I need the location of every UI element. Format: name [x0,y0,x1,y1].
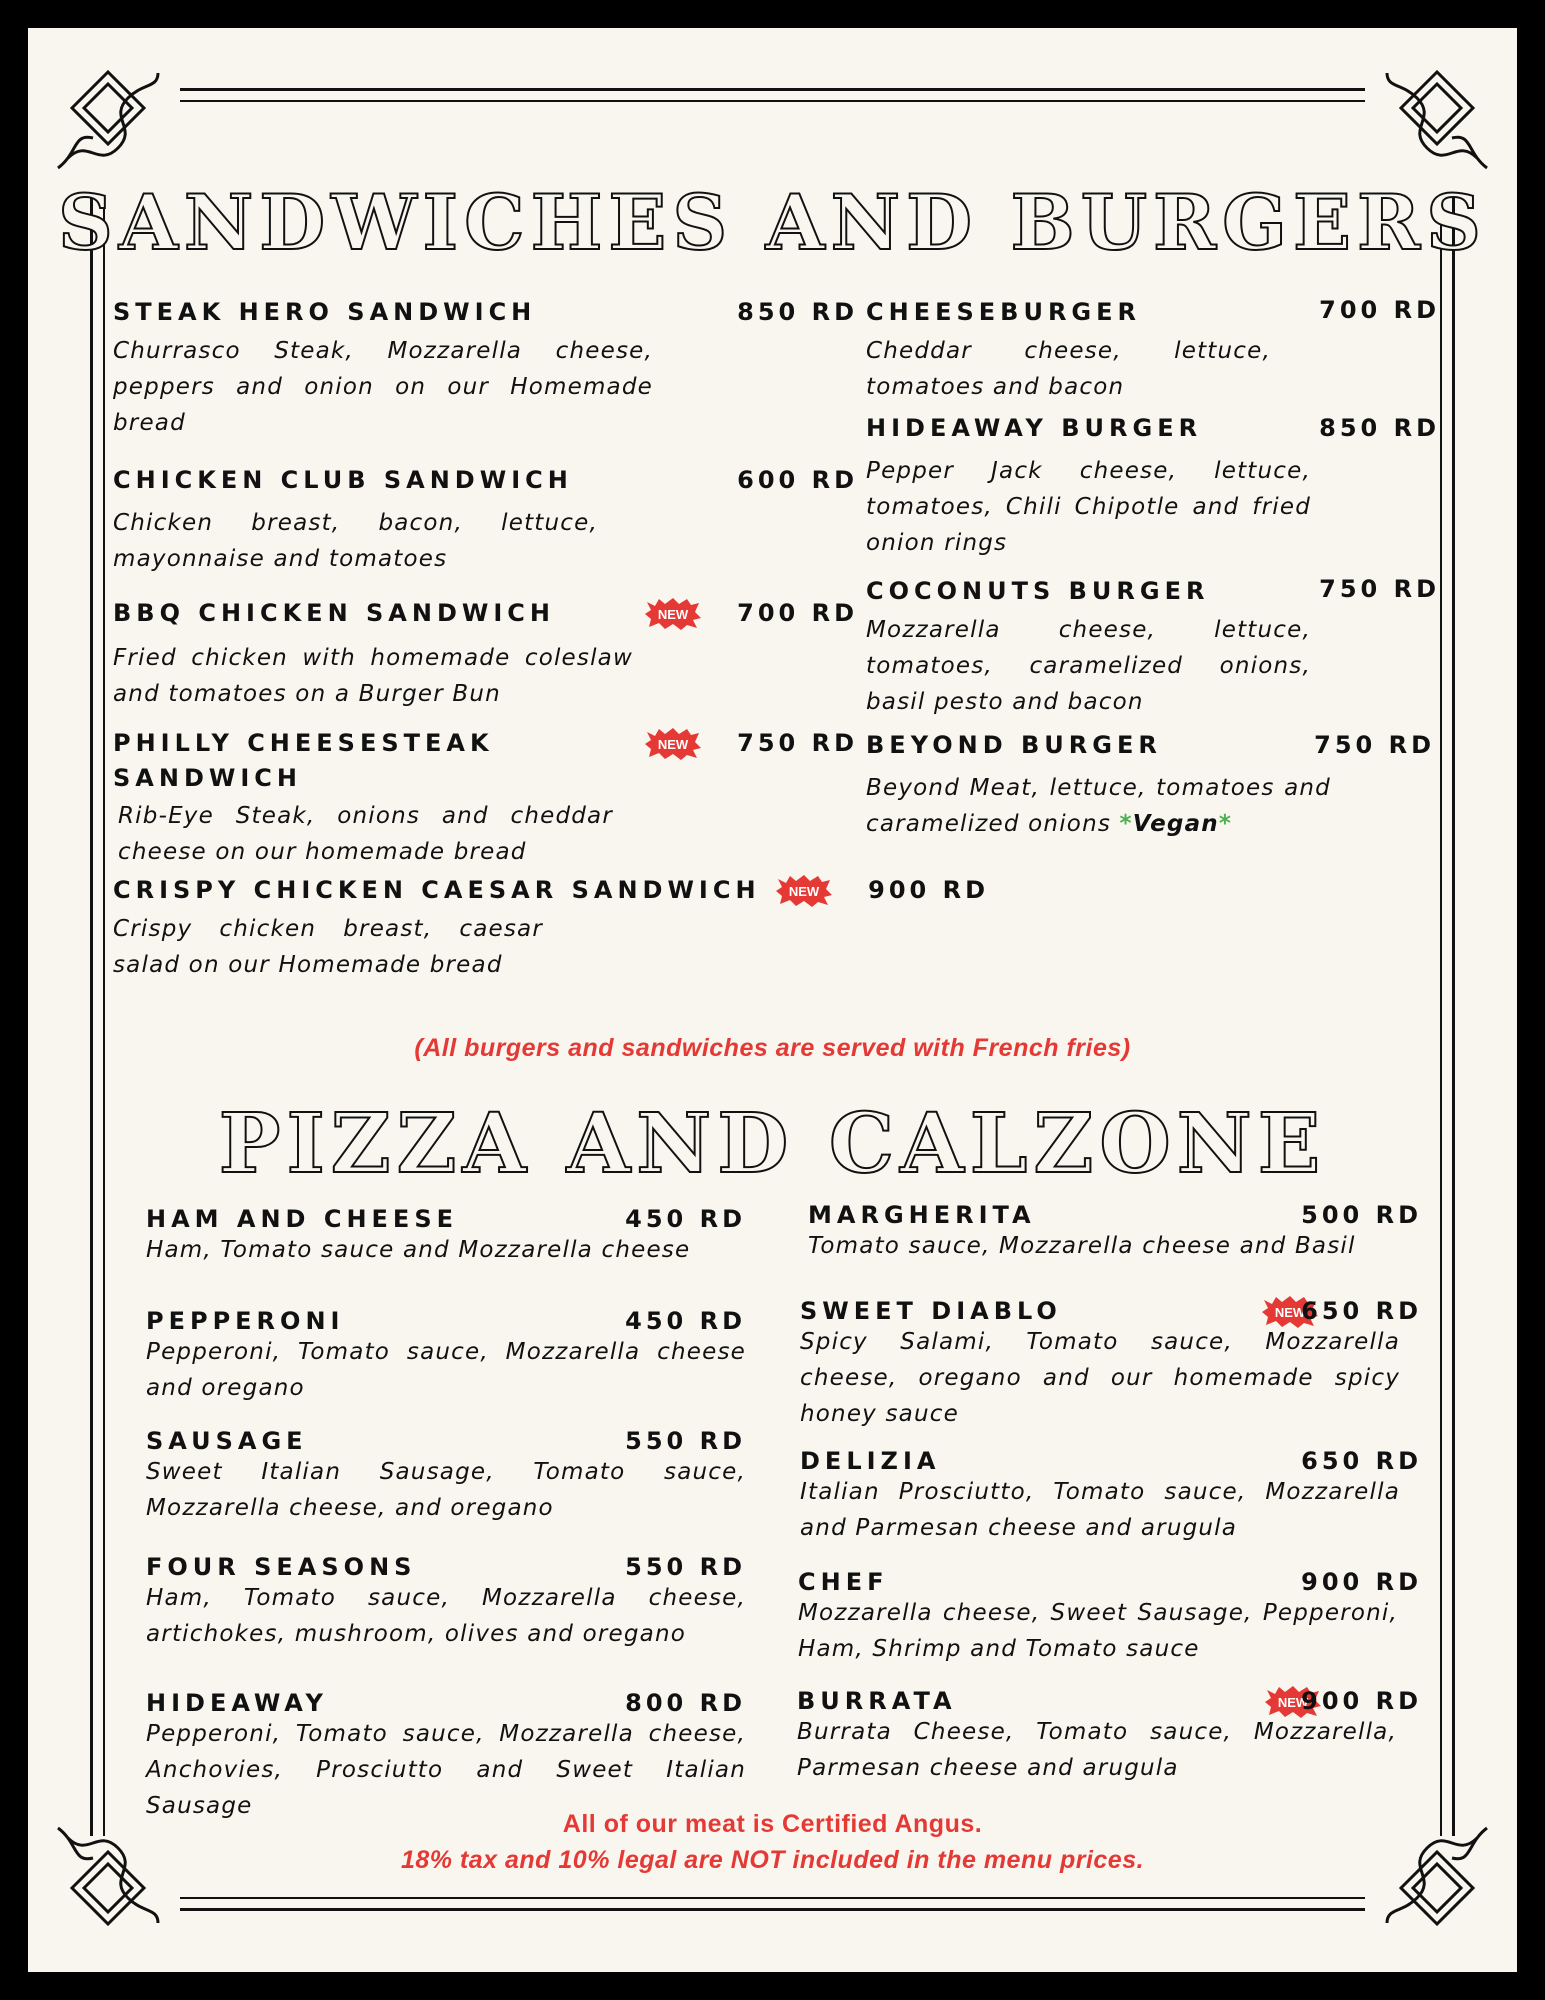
new-badge-icon [645,598,701,630]
item-name: CRISPY CHICKEN CAESAR SANDWICH [113,876,761,904]
menu-item [800,1294,1422,1434]
section-title-pizza: PIZZA AND CALZONE [218,1096,1327,1192]
item-name: COCONUTS BURGER [866,577,1210,605]
menu-item [866,295,1440,405]
item-price: 850 RD [737,298,858,326]
menu-item [113,873,989,983]
item-description: Italian Prosciutto, Tomato sauce, Mozzarella and Parmesan cheese and arugula [800,1479,1400,1541]
item-description: Cheddar cheese, lettuce, tomatoes and bacon [866,338,1271,400]
frame-top-line-inner [180,100,1365,102]
item-price: 550 RD [625,1553,746,1581]
frame-left-line [90,196,93,1836]
item-price: 900 RD [1301,1568,1422,1596]
vegan-label [1120,811,1233,837]
item-price: 600 RD [737,466,858,494]
menu-item [113,295,858,435]
item-price: 700 RD [737,599,858,627]
frame-right-line [1452,196,1455,1836]
section-title-sandwiches: SANDWICHES AND BURGERS [57,178,1488,267]
item-price: 750 RD [1319,575,1440,603]
item-name: SAUSAGE [146,1427,308,1455]
new-badge-icon [776,875,832,907]
new-badge-icon [645,728,701,760]
new-badge-label: NEW [657,607,689,622]
item-description: Tomato sauce, Mozzarella cheese and Basil [808,1233,1356,1259]
item-price: 900 RD [868,876,989,904]
corner-ornament-icon [1377,58,1497,178]
item-price: 550 RD [625,1427,746,1455]
frame-top-line [180,88,1365,91]
menu-item [113,726,858,876]
menu-item [113,596,858,706]
item-description: Churrasco Steak, Mozzarella cheese, peppers and onion on our Homemade bread [113,338,653,436]
item-description: Crispy chicken breast, caesar salad on our Homemade bread [113,916,543,978]
item-description [866,770,1331,842]
item-name: PEPPERONI [146,1307,345,1335]
item-price: 650 RD [1301,1447,1422,1475]
item-price: 450 RD [625,1205,746,1233]
menu-item [146,1424,746,1534]
vegan-star: * [1119,811,1133,837]
item-description-text: Beyond Meat, lettuce, tomatoes and caramelized onions [866,775,1331,837]
item-description: Mozzarella cheese, Sweet Sausage, Pepperoni, Ham, Shrimp and Tomato sauce [798,1600,1398,1662]
item-name: FOUR SEASONS [146,1553,417,1581]
menu-item [113,463,858,573]
menu-page [28,28,1517,1972]
menu-item [866,728,1440,848]
vegan-star: * [1218,811,1233,837]
menu-item [866,574,1440,724]
corner-ornament-icon [48,58,168,178]
item-description: Burrata Cheese, Tomato sauce, Mozzarella, Parmesan cheese and arugula [797,1719,1397,1781]
item-name: BEYOND BURGER [866,731,1162,759]
menu-item [146,1304,746,1414]
item-name: SWEET DIABLO [800,1297,1062,1325]
menu-item [800,1444,1422,1554]
item-name: BURRATA [797,1687,957,1715]
sandwich-note: (All burgers and sandwiches are served with French fries) [414,1034,1131,1062]
item-name: HAM AND CHEESE [146,1205,459,1233]
item-price: 750 RD [737,729,858,757]
item-name: CHEF [798,1568,889,1596]
item-name: CHEESEBURGER [866,298,1142,326]
item-description: Fried chicken with homemade coleslaw and tomatoes on a Burger Bun [113,645,633,707]
item-description: Chicken breast, bacon, lettuce, mayonnaise and tomatoes [113,510,598,572]
item-description: Mozzarella cheese, lettuce, tomatoes, caramelized onions, basil pesto and bacon [866,617,1311,715]
new-badge-label: NEW [1277,1695,1309,1710]
item-name: DELIZIA [800,1447,941,1475]
new-badge-label: NEW [1274,1305,1306,1320]
item-name: CHICKEN CLUB SANDWICH [113,466,573,494]
item-description: Rib-Eye Steak, onions and cheddar cheese on our homemade bread [118,803,613,865]
item-price: 450 RD [625,1307,746,1335]
item-price: 750 RD [1314,731,1435,759]
vegan-text: Vegan [1132,811,1219,837]
item-price: 850 RD [1319,414,1440,442]
frame-left-line-inner [103,196,105,1836]
item-name: STEAK HERO SANDWICH [113,298,537,326]
item-name-line2: SANDWICH [113,764,302,792]
item-name: BBQ CHICKEN SANDWICH [113,599,555,627]
item-description: Pepperoni, Tomato sauce, Mozzarella cheese and oregano [146,1339,746,1401]
new-badge-label: NEW [657,737,689,752]
item-price: 700 RD [1319,296,1440,324]
footer-tax-note: 18% tax and 10% legal are NOT included in the menu prices. [400,1846,1145,1874]
item-price: 500 RD [1301,1201,1422,1229]
menu-item [798,1565,1422,1675]
item-description: Sweet Italian Sausage, Tomato sauce, Mozzarella cheese, and oregano [146,1459,746,1521]
menu-item [808,1198,1422,1268]
item-name: HIDEAWAY BURGER [866,414,1203,442]
item-name: HIDEAWAY [146,1689,328,1717]
menu-item [797,1684,1422,1794]
footer-meat-note: All of our meat is Certified Angus. [562,1810,983,1838]
item-description: Pepper Jack cheese, lettuce, tomatoes, Chili Chipotle and fried onion rings [866,458,1311,556]
item-description: Ham, Tomato sauce, Mozzarella cheese, artichokes, mushroom, olives and oregano [146,1585,746,1647]
item-price: 650 RD [1301,1297,1422,1325]
item-price: 900 RD [1301,1687,1422,1715]
item-price: 800 RD [625,1689,746,1717]
menu-item [866,411,1440,561]
item-description: Pepperoni, Tomato sauce, Mozzarella cheese, Anchovies, Prosciutto and Sweet Italian Sausage [146,1721,746,1819]
item-description: Ham, Tomato sauce and Mozzarella cheese [146,1237,691,1263]
item-description: Spicy Salami, Tomato sauce, Mozzarella cheese, oregano and our homemade spicy honey sauce [800,1329,1400,1427]
menu-item [146,1202,746,1272]
frame-bottom-line [180,1908,1365,1911]
item-name: PHILLY CHEESESTEAK [113,729,494,757]
frame-bottom-line-inner [180,1897,1365,1899]
new-badge-label: NEW [788,884,820,899]
frame-right-line-inner [1440,196,1442,1836]
item-name: MARGHERITA [808,1201,1036,1229]
menu-item [146,1550,746,1660]
